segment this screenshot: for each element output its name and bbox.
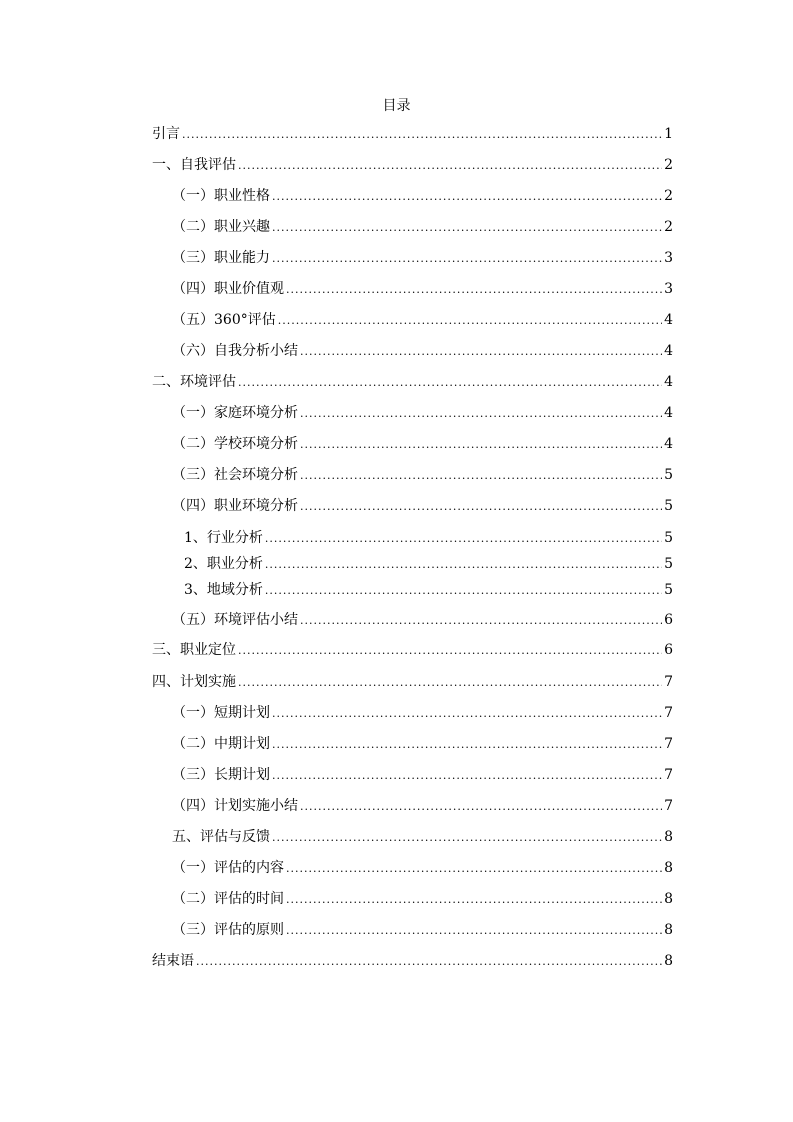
toc-entry-page-number: 4 bbox=[664, 374, 673, 390]
toc-entry[interactable] bbox=[152, 372, 673, 392]
toc-dot-leader bbox=[278, 311, 662, 331]
toc-entry-label: （三）职业能力 bbox=[172, 250, 270, 266]
toc-entry[interactable] bbox=[172, 765, 673, 785]
toc-entry[interactable] bbox=[184, 580, 673, 600]
toc-entry-page-number: 8 bbox=[664, 953, 673, 969]
toc-entry-label: 三、职业定位 bbox=[152, 642, 236, 658]
toc-entry[interactable] bbox=[172, 186, 673, 206]
toc-entry-page-number: 6 bbox=[664, 612, 673, 628]
toc-entry-label: （四）职业环境分析 bbox=[172, 498, 298, 514]
toc-dot-leader bbox=[182, 125, 662, 145]
toc-entry-label: （一）家庭环境分析 bbox=[172, 405, 298, 421]
toc-entry[interactable] bbox=[172, 496, 673, 516]
toc-dot-leader bbox=[265, 581, 662, 601]
toc-entry-label: （二）学校环境分析 bbox=[172, 436, 298, 452]
toc-entry-label: （一）评估的内容 bbox=[172, 860, 284, 876]
toc-entry-label: （四）计划实施小结 bbox=[172, 798, 298, 814]
toc-entry-label: （三）社会环境分析 bbox=[172, 467, 298, 483]
toc-entry-label: 引言 bbox=[152, 126, 180, 142]
toc-dot-leader bbox=[265, 529, 662, 549]
toc-entry-page-number: 8 bbox=[664, 829, 673, 845]
toc-entry-page-number: 7 bbox=[664, 674, 673, 690]
toc-entry[interactable] bbox=[152, 951, 673, 971]
toc-dot-leader bbox=[300, 435, 662, 455]
toc-entry-page-number: 4 bbox=[664, 343, 673, 359]
toc-entry-label: 二、环境评估 bbox=[152, 374, 236, 390]
toc-entry-page-number: 2 bbox=[664, 157, 673, 173]
toc-dot-leader bbox=[300, 611, 662, 631]
toc-title: 目录 bbox=[382, 98, 411, 114]
toc-entry-label: （三）长期计划 bbox=[172, 767, 270, 783]
toc-entry-label: （一）短期计划 bbox=[172, 705, 270, 721]
toc-entry-page-number: 4 bbox=[664, 312, 673, 328]
toc-entry[interactable] bbox=[172, 734, 673, 754]
toc-entry-label: （五）环境评估小结 bbox=[172, 612, 298, 628]
toc-dot-leader bbox=[286, 921, 662, 941]
toc-entry[interactable] bbox=[172, 827, 673, 847]
toc-entry-label: 结束语 bbox=[152, 953, 194, 969]
toc-dot-leader bbox=[300, 466, 662, 486]
toc-entry-label: 四、计划实施 bbox=[152, 674, 236, 690]
toc-entry[interactable] bbox=[172, 434, 673, 454]
toc-entry-page-number: 7 bbox=[664, 705, 673, 721]
toc-entry[interactable] bbox=[172, 889, 673, 909]
toc-entry-page-number: 3 bbox=[664, 281, 673, 297]
toc-entry[interactable] bbox=[172, 248, 673, 268]
toc-dot-leader bbox=[300, 497, 662, 517]
toc-entry-page-number: 5 bbox=[664, 530, 673, 546]
toc-entry[interactable] bbox=[172, 920, 673, 940]
toc-entry[interactable] bbox=[172, 310, 673, 330]
toc-dot-leader bbox=[286, 280, 662, 300]
toc-entry-label: （一）职业性格 bbox=[172, 188, 270, 204]
toc-dot-leader bbox=[300, 342, 662, 362]
toc-entry-label: （三）评估的原则 bbox=[172, 922, 284, 938]
toc-dot-leader bbox=[238, 373, 662, 393]
toc-entry-page-number: 6 bbox=[664, 642, 673, 658]
toc-entry-label: 一、自我评估 bbox=[152, 157, 236, 173]
toc-entry[interactable] bbox=[172, 403, 673, 423]
toc-dot-leader bbox=[300, 797, 662, 817]
toc-entry[interactable] bbox=[172, 610, 673, 630]
toc-entry[interactable] bbox=[172, 341, 673, 361]
toc-entry-label: 2、职业分析 bbox=[184, 556, 263, 572]
toc-dot-leader bbox=[272, 187, 662, 207]
toc-entry[interactable] bbox=[172, 703, 673, 723]
toc-entry[interactable] bbox=[184, 554, 673, 574]
toc-entry-page-number: 7 bbox=[664, 798, 673, 814]
toc-entry-label: 1、行业分析 bbox=[184, 530, 263, 546]
toc-entry-label: 五、评估与反馈 bbox=[172, 829, 270, 845]
toc-entry-page-number: 4 bbox=[664, 405, 673, 421]
toc-entry-label: （五）360°评估 bbox=[172, 312, 276, 328]
toc-entry-page-number: 8 bbox=[664, 922, 673, 938]
toc-entry-page-number: 2 bbox=[664, 188, 673, 204]
toc-dot-leader bbox=[238, 673, 662, 693]
toc-entry-page-number: 2 bbox=[664, 219, 673, 235]
toc-entry-page-number: 5 bbox=[664, 498, 673, 514]
toc-dot-leader bbox=[272, 828, 662, 848]
toc-entry[interactable] bbox=[172, 465, 673, 485]
toc-entry-page-number: 5 bbox=[664, 556, 673, 572]
toc-entry[interactable] bbox=[172, 858, 673, 878]
toc-entry-page-number: 8 bbox=[664, 891, 673, 907]
toc-dot-leader bbox=[238, 641, 662, 661]
toc-entry-page-number: 3 bbox=[664, 250, 673, 266]
toc-dot-leader bbox=[272, 704, 662, 724]
toc-entry-label: （六）自我分析小结 bbox=[172, 343, 298, 359]
toc-entry-page-number: 4 bbox=[664, 436, 673, 452]
toc-entry[interactable] bbox=[152, 155, 673, 175]
toc-dot-leader bbox=[286, 890, 662, 910]
toc-entry-label: （四）职业价值观 bbox=[172, 281, 284, 297]
toc-dot-leader bbox=[300, 404, 662, 424]
toc-entry-label: （二）中期计划 bbox=[172, 736, 270, 752]
toc-entry[interactable] bbox=[172, 279, 673, 299]
toc-entry[interactable] bbox=[184, 528, 673, 548]
toc-entry-page-number: 8 bbox=[664, 860, 673, 876]
toc-entry[interactable] bbox=[172, 796, 673, 816]
toc-dot-leader bbox=[272, 218, 662, 238]
toc-dot-leader bbox=[272, 249, 662, 269]
toc-entry[interactable] bbox=[152, 672, 673, 692]
toc-dot-leader bbox=[238, 156, 662, 176]
toc-dot-leader bbox=[286, 859, 662, 879]
toc-dot-leader bbox=[272, 766, 662, 786]
toc-dot-leader bbox=[196, 952, 662, 972]
toc-entry[interactable] bbox=[152, 640, 673, 660]
toc-entry-label: （二）职业兴趣 bbox=[172, 219, 270, 235]
toc-entry-label: （二）评估的时间 bbox=[172, 891, 284, 907]
toc-entry[interactable] bbox=[172, 217, 673, 237]
toc-dot-leader bbox=[265, 555, 662, 575]
toc-entry-page-number: 5 bbox=[664, 582, 673, 598]
toc-entry-page-number: 5 bbox=[664, 467, 673, 483]
toc-entry-label: 3、地域分析 bbox=[184, 582, 263, 598]
toc-dot-leader bbox=[272, 735, 662, 755]
toc-entry-page-number: 7 bbox=[664, 736, 673, 752]
toc-entry[interactable] bbox=[152, 124, 673, 144]
toc-entry-page-number: 7 bbox=[664, 767, 673, 783]
toc-entry-page-number: 1 bbox=[664, 126, 673, 142]
